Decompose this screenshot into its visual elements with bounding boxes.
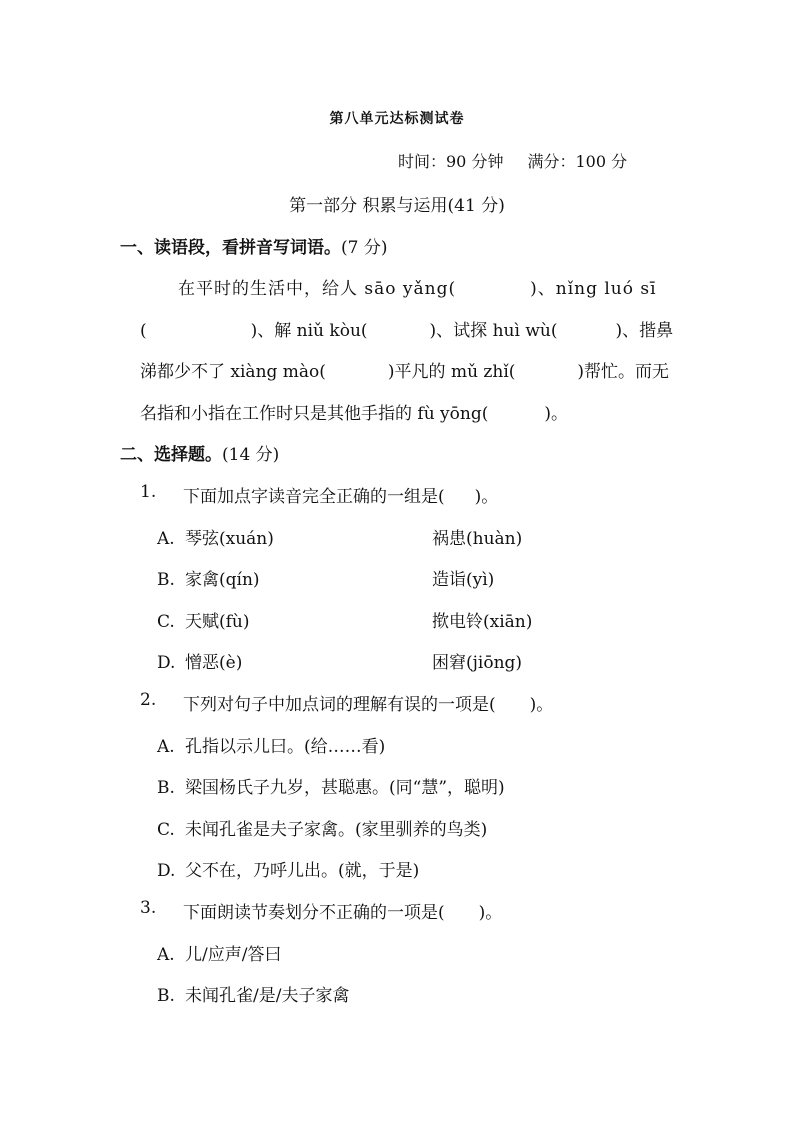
q3-option-a — [157, 940, 281, 965]
option-letter: C. — [157, 612, 175, 632]
q2-option-c — [157, 815, 487, 840]
option-text: 天赋(fù) — [185, 612, 250, 632]
line-text: )。 — [544, 404, 568, 424]
page-title: 第八单元达标测试卷 — [329, 111, 465, 127]
q2-option-a — [157, 732, 385, 757]
exam-meta — [398, 149, 627, 172]
line-text: )、nǐng luó sī — [530, 279, 657, 299]
q1-option-a — [157, 524, 274, 549]
option-text: 父不在，乃呼儿出。(就，于是) — [185, 861, 420, 881]
option-letter: C. — [157, 820, 175, 840]
q1-option-c — [157, 607, 250, 632]
section2-heading — [120, 440, 279, 465]
section1-heading — [120, 233, 387, 258]
paragraph-line-4 — [140, 399, 568, 424]
option-text: 憎恶(è) — [185, 653, 243, 673]
line-text: 名指和小指在工作时只是其他手指的 fù yōng( — [140, 404, 489, 424]
part-heading: 第一部分 积累与运用(41 分) — [289, 196, 505, 216]
option-text: 梁国杨氏子九岁，甚聪惠。(同“慧”，聪明) — [185, 778, 505, 798]
option-text: 未闻孔雀是夫子家禽。(家里驯养的鸟类) — [185, 820, 488, 840]
q1-option-d-right: 困窘(jiōng) — [432, 653, 523, 673]
option-text: 琴弦(xuán) — [185, 529, 274, 549]
question-end: )。 — [529, 695, 554, 715]
question-number: 3. — [140, 898, 157, 918]
q1-option-a-right: 祸患(huàn) — [432, 529, 523, 549]
paragraph-line-1 — [178, 274, 657, 299]
line-text: )、解 niǔ kòu( — [250, 321, 368, 341]
exam-time: 时间：90 分钟 — [398, 152, 504, 171]
q3-option-b — [157, 981, 349, 1006]
question-2-text — [183, 690, 553, 715]
question-stem: 下列对句子中加点词的理解有误的一项是( — [183, 695, 496, 715]
option-letter: A. — [157, 737, 175, 757]
section2-points: (14 分) — [222, 445, 280, 465]
q1-option-d — [157, 648, 242, 673]
option-letter: A. — [157, 529, 175, 549]
q2-option-b — [157, 773, 505, 798]
question-stem: 下面加点字读音完全正确的一组是( — [183, 487, 445, 507]
option-text: 儿/应声/答曰 — [185, 945, 282, 965]
paragraph-line-2 — [140, 316, 673, 341]
q1-option-b — [157, 565, 260, 590]
line-text: 在平时的生活中，给人 sāo yǎng( — [178, 279, 457, 299]
q2-option-d — [157, 856, 419, 881]
option-text: 孔指以示儿曰。(给……看) — [185, 737, 386, 757]
question-stem: 下面朗读节奏划分不正确的一项是( — [183, 903, 445, 923]
question-end: )。 — [478, 903, 503, 923]
question-3-text — [183, 898, 502, 923]
section1-points: (7 分) — [341, 238, 388, 258]
line-text: )、揩鼻 — [615, 321, 674, 341]
option-letter: A. — [157, 945, 175, 965]
line-text: ( — [140, 321, 147, 341]
q1-option-b-right: 造诣(yì) — [432, 570, 495, 590]
line-text: )平凡的 mǔ zhǐ( — [387, 362, 516, 382]
option-text: 未闻孔雀/是/夫子家禽 — [185, 986, 350, 1006]
question-number: 1. — [140, 482, 157, 502]
option-letter: D. — [157, 861, 176, 881]
question-number: 2. — [140, 690, 157, 710]
line-text: 涕都少不了 xiàng mào( — [140, 362, 326, 382]
question-end: )。 — [474, 487, 499, 507]
q1-option-c-right: 揿电铃(xiān) — [432, 612, 533, 632]
section2-title: 二、选择题。 — [120, 445, 222, 465]
option-letter: B. — [157, 778, 175, 798]
option-letter: B. — [157, 570, 175, 590]
exam-score: 满分：100 分 — [527, 152, 628, 171]
line-text: )帮忙。而无 — [577, 362, 670, 382]
section1-title: 一、读语段，看拼音写词语。 — [120, 238, 341, 258]
question-1-text — [183, 482, 498, 507]
line-text: )、试探 huì wù( — [429, 321, 558, 341]
paragraph-line-3 — [140, 357, 669, 382]
option-letter: B. — [157, 986, 175, 1006]
option-text: 家禽(qín) — [185, 570, 260, 590]
option-letter: D. — [157, 653, 176, 673]
